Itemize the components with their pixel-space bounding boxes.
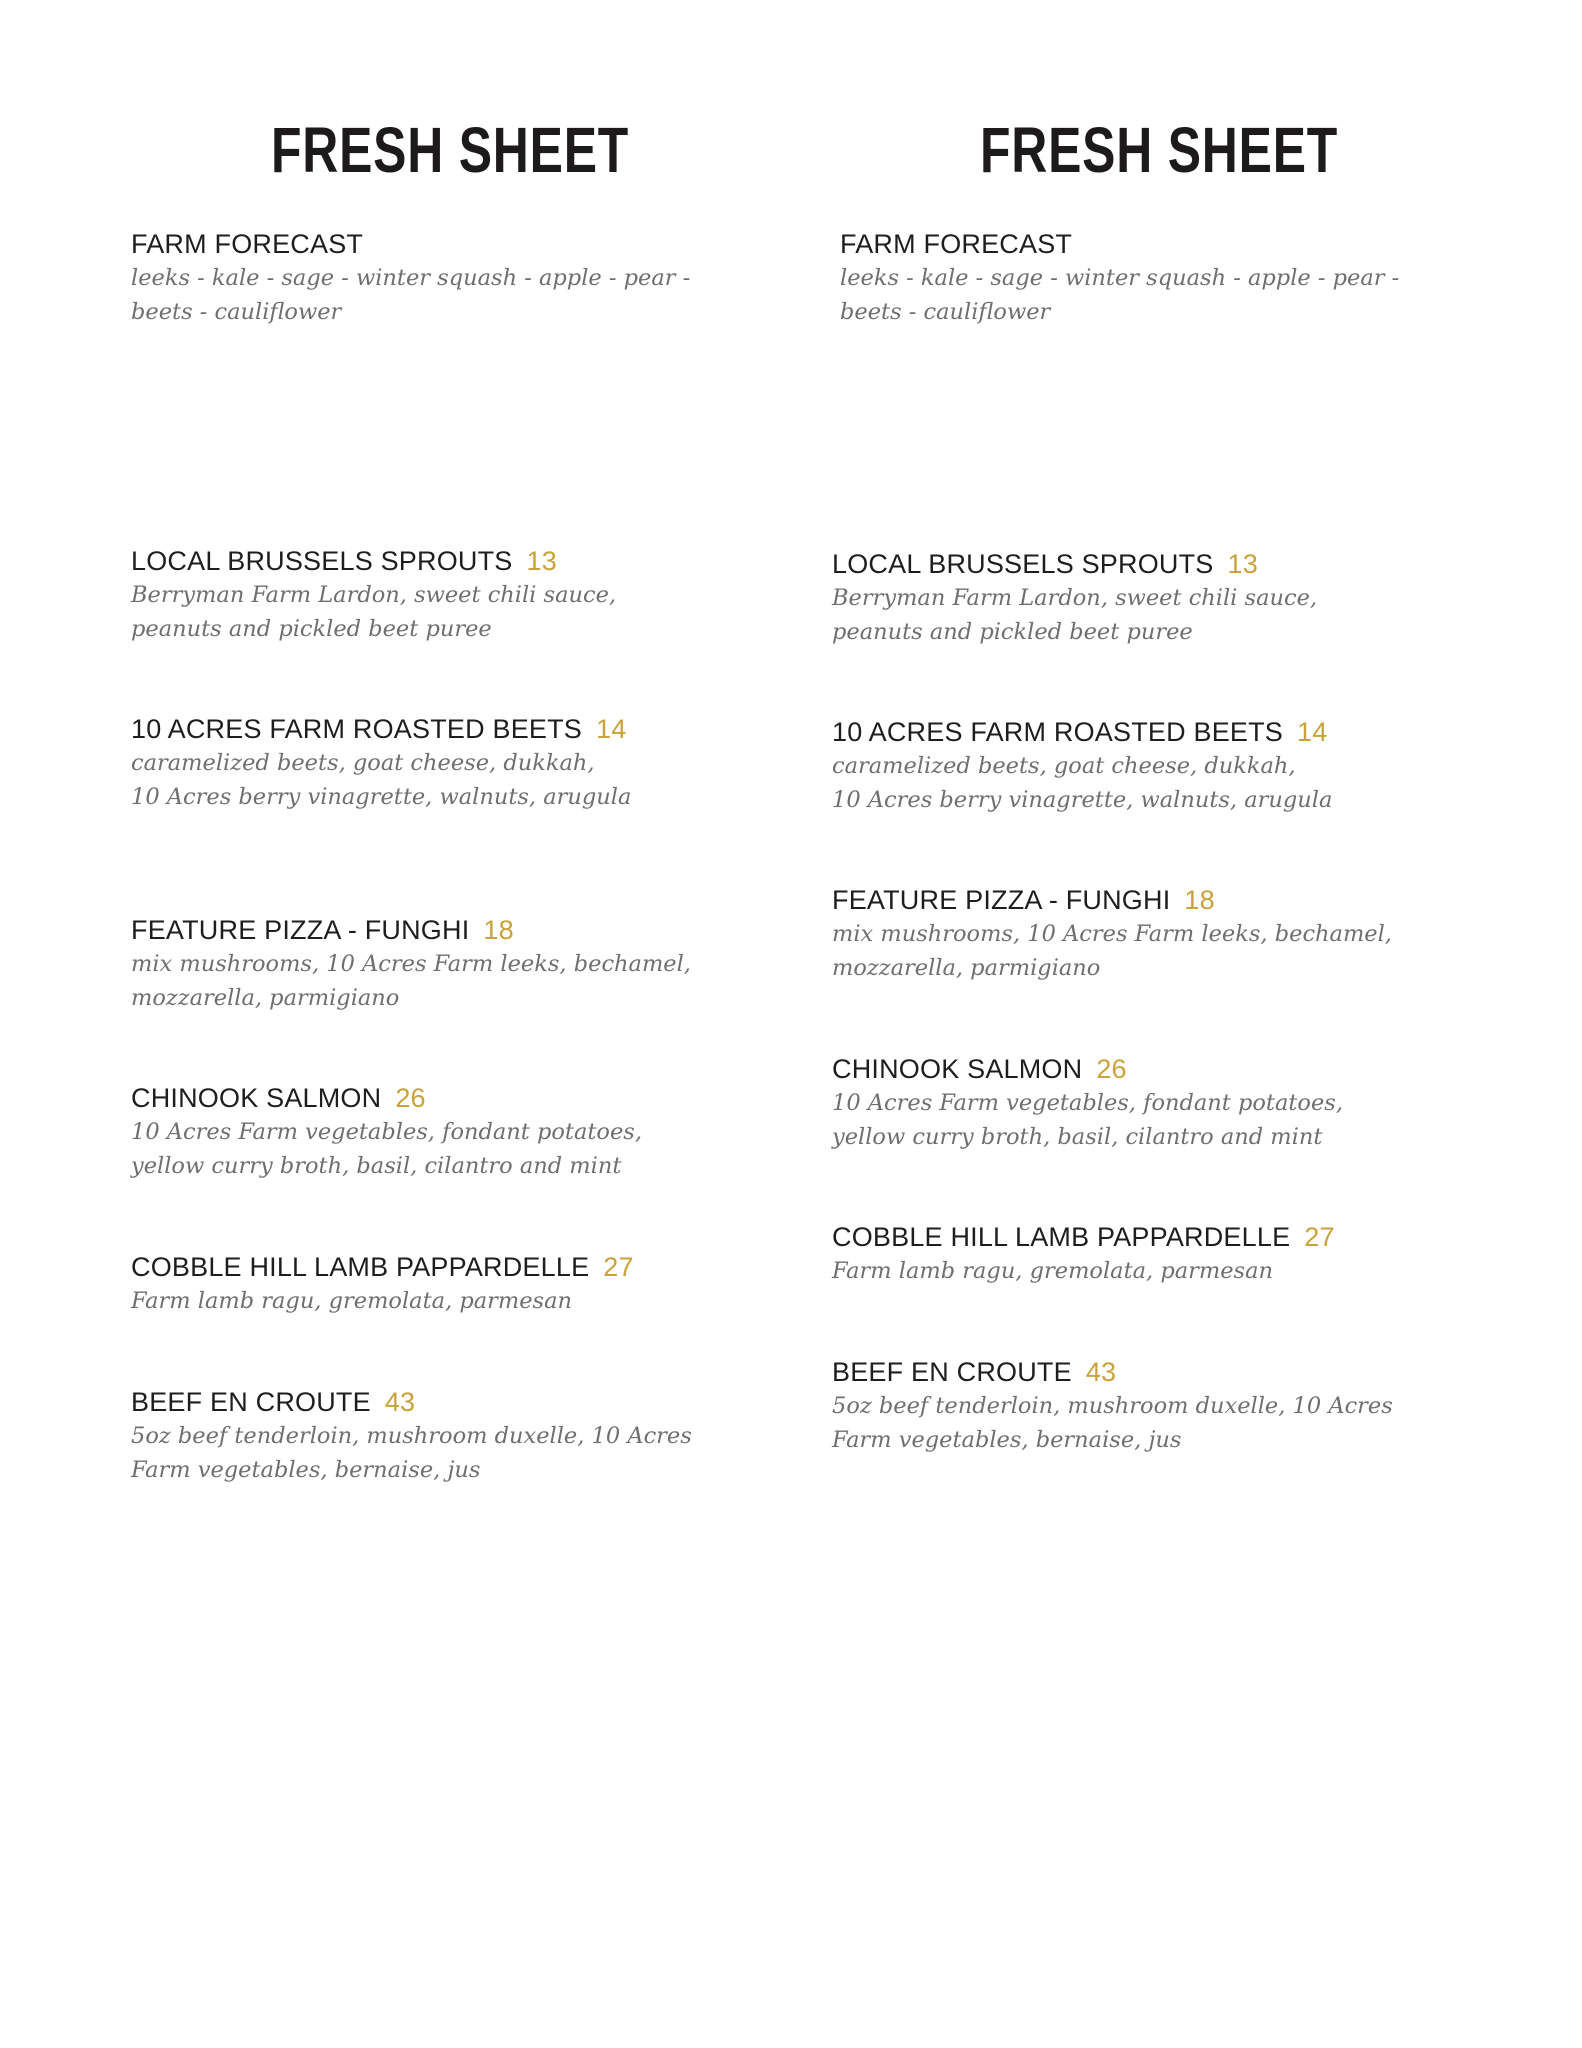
desc-line: beets - cauliflower	[840, 299, 1051, 325]
menu-item-description	[832, 1086, 1472, 1154]
menu-item-name: 10 ACRES FARM ROASTED BEETS	[131, 714, 583, 744]
menu-item-price: 27	[603, 1252, 634, 1282]
menu-item-description	[832, 581, 1472, 649]
menu-item-price: 18	[1184, 885, 1215, 915]
menu-item-description	[832, 917, 1472, 985]
desc-line: peanuts and pickled beet puree	[832, 619, 1193, 645]
right-menu-item-feature-pizza	[832, 883, 1472, 985]
desc-line: yellow curry broth, basil, cilantro and mint	[131, 1153, 622, 1179]
desc-line: mix mushrooms, 10 Acres Farm leeks, bechamel,	[832, 921, 1392, 947]
right-menu-title: FRESH SHEET	[980, 114, 1339, 186]
right-menu-item-beef-en-croute	[832, 1355, 1472, 1457]
right-menu-item-chinook-salmon	[832, 1052, 1472, 1154]
menu-item-description	[832, 749, 1472, 817]
menu-item-name: FEATURE PIZZA - FUNGHI	[131, 915, 470, 945]
menu-item-heading	[832, 1052, 1472, 1086]
right-farm-forecast	[840, 227, 1480, 329]
desc-line: beets - cauliflower	[131, 299, 342, 325]
desc-line: 10 Acres berry vinagrette, walnuts, arugula	[131, 784, 632, 810]
menu-item-description	[832, 1389, 1472, 1457]
right-menu-item-lamb-pappardelle	[832, 1220, 1472, 1288]
desc-line: peanuts and pickled beet puree	[131, 616, 492, 642]
menu-item-description	[832, 1254, 1472, 1288]
desc-line: mozzarella, parmigiano	[131, 985, 400, 1011]
menu-item-price: 43	[1085, 1357, 1117, 1387]
menu-item-name: LOCAL BRUSSELS SPROUTS	[832, 549, 1214, 579]
menu-item-name: CHINOOK SALMON	[832, 1054, 1083, 1084]
right-menu-item-brussels-sprouts	[832, 547, 1472, 649]
menu-item-price: 14	[1297, 717, 1328, 747]
menu-item-price: 14	[596, 714, 627, 744]
menu-item-price: 18	[483, 915, 514, 945]
desc-line: leeks - kale - sage - winter squash - apple - pear -	[131, 265, 691, 291]
menu-item-heading	[832, 715, 1472, 749]
menu-item-heading	[832, 1220, 1472, 1254]
desc-line: caramelized beets, goat cheese, dukkah,	[131, 750, 595, 776]
desc-line: leeks - kale - sage - winter squash - apple - pear -	[840, 265, 1400, 291]
desc-line: Berryman Farm Lardon, sweet chili sauce,	[832, 585, 1318, 611]
menu-item-name: BEEF EN CROUTE	[131, 1387, 371, 1417]
menu-item-name: CHINOOK SALMON	[131, 1083, 382, 1113]
menu-item-name: BEEF EN CROUTE	[832, 1357, 1072, 1387]
menu-item-heading	[832, 1355, 1472, 1389]
menu-item-name: COBBLE HILL LAMB PAPPARDELLE	[131, 1252, 590, 1282]
right-forecast-description	[840, 261, 1480, 329]
desc-line: Berryman Farm Lardon, sweet chili sauce,	[131, 582, 617, 608]
menu-item-name: LOCAL BRUSSELS SPROUTS	[131, 546, 513, 576]
menu-item-price: 13	[526, 546, 557, 576]
desc-line: 5oz beef tenderloin, mushroom duxelle, 10 Acres	[832, 1393, 1393, 1419]
left-forecast-heading: FARM FORECAST	[131, 229, 364, 259]
desc-line: caramelized beets, goat cheese, dukkah,	[832, 753, 1296, 779]
left-menu-title: FRESH SHEET	[271, 114, 630, 186]
desc-line: Farm vegetables, bernaise, jus	[832, 1427, 1182, 1453]
desc-line: mozzarella, parmigiano	[832, 955, 1101, 981]
desc-line: 10 Acres Farm vegetables, fondant potatoes,	[131, 1119, 642, 1145]
menu-item-price: 43	[384, 1387, 416, 1417]
right-forecast-heading: FARM FORECAST	[840, 229, 1073, 259]
menu-item-price: 26	[1096, 1054, 1127, 1084]
desc-line: Farm lamb ragu, gremolata, parmesan	[131, 1288, 573, 1314]
menu-item-name: 10 ACRES FARM ROASTED BEETS	[832, 717, 1284, 747]
desc-line: 10 Acres Farm vegetables, fondant potatoes,	[832, 1090, 1343, 1116]
menu-item-price: 13	[1227, 549, 1258, 579]
right-menu-item-roasted-beets	[832, 715, 1472, 817]
desc-line: mix mushrooms, 10 Acres Farm leeks, bechamel,	[131, 951, 691, 977]
desc-line: 5oz beef tenderloin, mushroom duxelle, 10 Acres	[131, 1423, 692, 1449]
desc-line: Farm lamb ragu, gremolata, parmesan	[832, 1258, 1274, 1284]
desc-line: yellow curry broth, basil, cilantro and mint	[832, 1124, 1323, 1150]
menu-item-heading	[832, 547, 1472, 581]
desc-line: 10 Acres berry vinagrette, walnuts, arugula	[832, 787, 1333, 813]
menu-item-price: 26	[395, 1083, 426, 1113]
menu-item-price: 27	[1304, 1222, 1335, 1252]
menu-item-name: FEATURE PIZZA - FUNGHI	[832, 885, 1171, 915]
menu-item-heading	[832, 883, 1472, 917]
menu-item-name: COBBLE HILL LAMB PAPPARDELLE	[832, 1222, 1291, 1252]
desc-line: Farm vegetables, bernaise, jus	[131, 1457, 481, 1483]
